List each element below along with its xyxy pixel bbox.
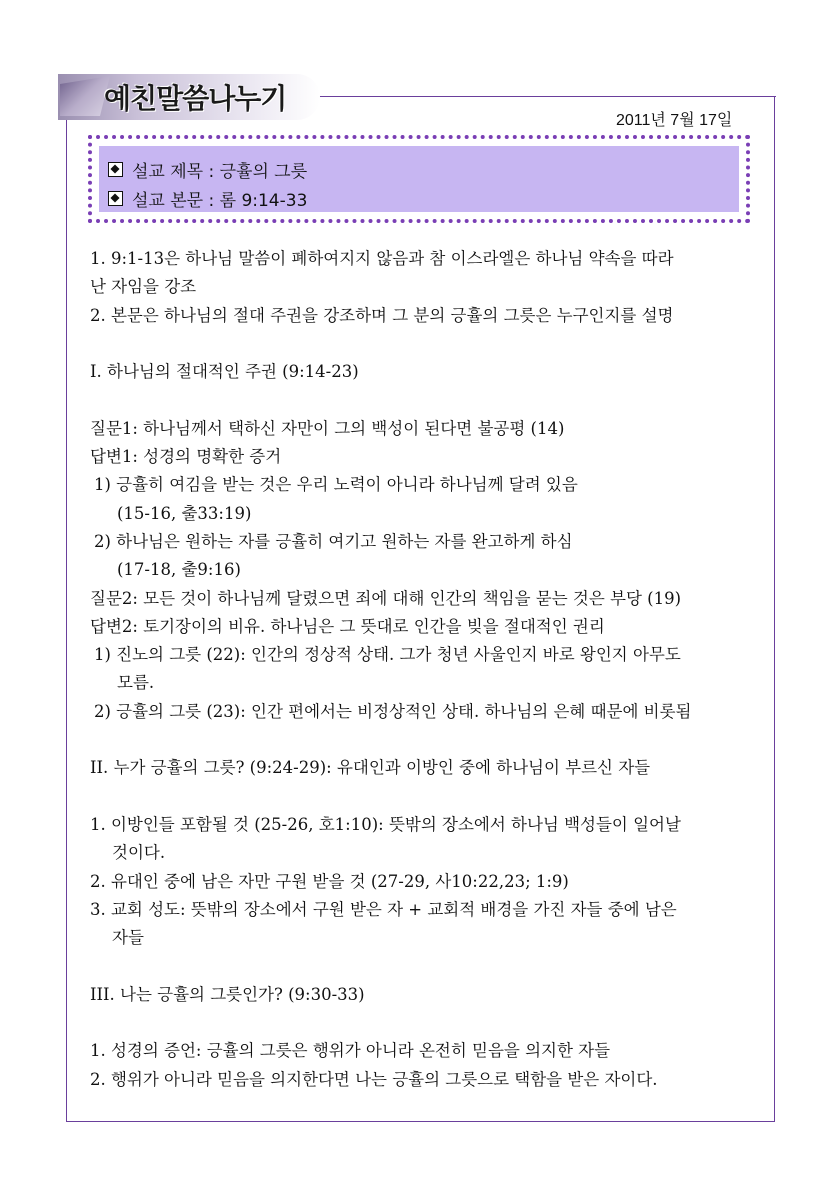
sermon-text: 설교 본문 : 롬 9:14-33 xyxy=(132,191,308,211)
header-rule xyxy=(310,96,776,97)
sermon-title: 설교 제목 : 긍휼의 그릇 xyxy=(132,162,308,182)
answer-1-point-2: 2) 하나님은 원하는 자를 긍휼히 여기고 원하는 자를 완고하게 하심 xyxy=(94,531,573,551)
answer-1-point-1-ref: (15-16, 출33:19) xyxy=(117,503,252,523)
section2-point-3: 3. 교회 성도: 뜻밖의 장소에서 구원 받은 자 + 교회적 배경을 가진 자들 중에 남은 xyxy=(90,899,677,919)
section3-heading: III. 나는 긍휼의 그릇인가? (9:30-33) xyxy=(90,984,365,1004)
answer-2-point-1-cont: 모름. xyxy=(117,673,155,693)
bulletin-date: 2011년 7월 17일 xyxy=(616,112,733,129)
answer-1: 답변1: 성경의 명확한 증거 xyxy=(90,447,282,467)
section2-point-3-cont: 자들 xyxy=(112,928,144,948)
sermon-info-inner xyxy=(99,146,739,212)
sermon-title-row xyxy=(108,155,739,184)
section2-point-1: 1. 이방인들 포함될 것 (25-26, 호1:10): 뜻밖의 장소에서 하나님 백성들이 일어날 xyxy=(90,814,681,834)
intro-line-1: 1. 9:1-13은 하나님 말씀이 폐하여지지 않음과 참 이스라엘은 하나님 약속을 따라 xyxy=(90,249,674,268)
sermon-text-row xyxy=(108,184,739,213)
intro-line-3: 2. 본문은 하나님의 절대 주권을 강조하며 그 분의 긍휼의 그릇은 누구인지를 설명 xyxy=(90,305,674,325)
section1-heading: I. 하나님의 절대적인 주권 (9:14-23) xyxy=(90,362,359,382)
diamond-bullet-icon xyxy=(108,191,123,206)
section3-point-1: 1. 성경의 증언: 긍휼의 그릇은 행위가 아니라 온전히 믿음을 의지한 자들 xyxy=(90,1041,611,1061)
answer-1-point-1: 1) 긍휼히 여김을 받는 것은 우리 노력이 아니라 하나님께 달려 있음 xyxy=(94,475,578,495)
answer-1-point-2-ref: (17-18, 출9:16) xyxy=(117,560,241,580)
answer-2: 답변2: 토기장이의 비유. 하나님은 그 뜻대로 인간을 빚을 절대적인 권리 xyxy=(90,616,605,636)
question-1: 질문1: 하나님께서 택하신 자만이 그의 백성이 된다면 불공평 (14) xyxy=(90,418,565,438)
question-2: 질문2: 모든 것이 하나님께 달렸으면 죄에 대해 인간의 책임을 묻는 것은 부당 (19) xyxy=(90,588,682,608)
answer-2-point-2: 2) 긍휼의 그릇 (23): 인간 편에서는 비정상적인 상태. 하나님의 은혜 때문에 비롯됨 xyxy=(94,701,692,721)
section3-point-2: 2. 행위가 아니라 믿음을 의지한다면 나는 긍휼의 그릇으로 택함을 받은 자이다. xyxy=(90,1069,658,1089)
section2-point-1-cont: 것이다. xyxy=(112,843,166,863)
sermon-info-box xyxy=(88,135,750,223)
section2-heading: II. 누가 긍휼의 그릇? (9:24-29): 유대인과 이방인 중에 하나님이 부르신 자들 xyxy=(90,758,651,778)
sermon-notes xyxy=(90,245,770,1094)
page-title: 예친말씀나누기 xyxy=(104,82,287,115)
answer-2-point-1: 1) 진노의 그릇 (22): 인간의 정상적 상태. 그가 청년 사울인지 바로 왕인지 아무도 xyxy=(94,645,681,665)
section2-point-2: 2. 유대인 중에 남은 자만 구원 받을 것 (27-29, 사10:22,23; 1:9) xyxy=(90,871,569,891)
diamond-bullet-icon xyxy=(108,162,123,177)
intro-line-2: 난 자임을 강조 xyxy=(90,277,197,297)
